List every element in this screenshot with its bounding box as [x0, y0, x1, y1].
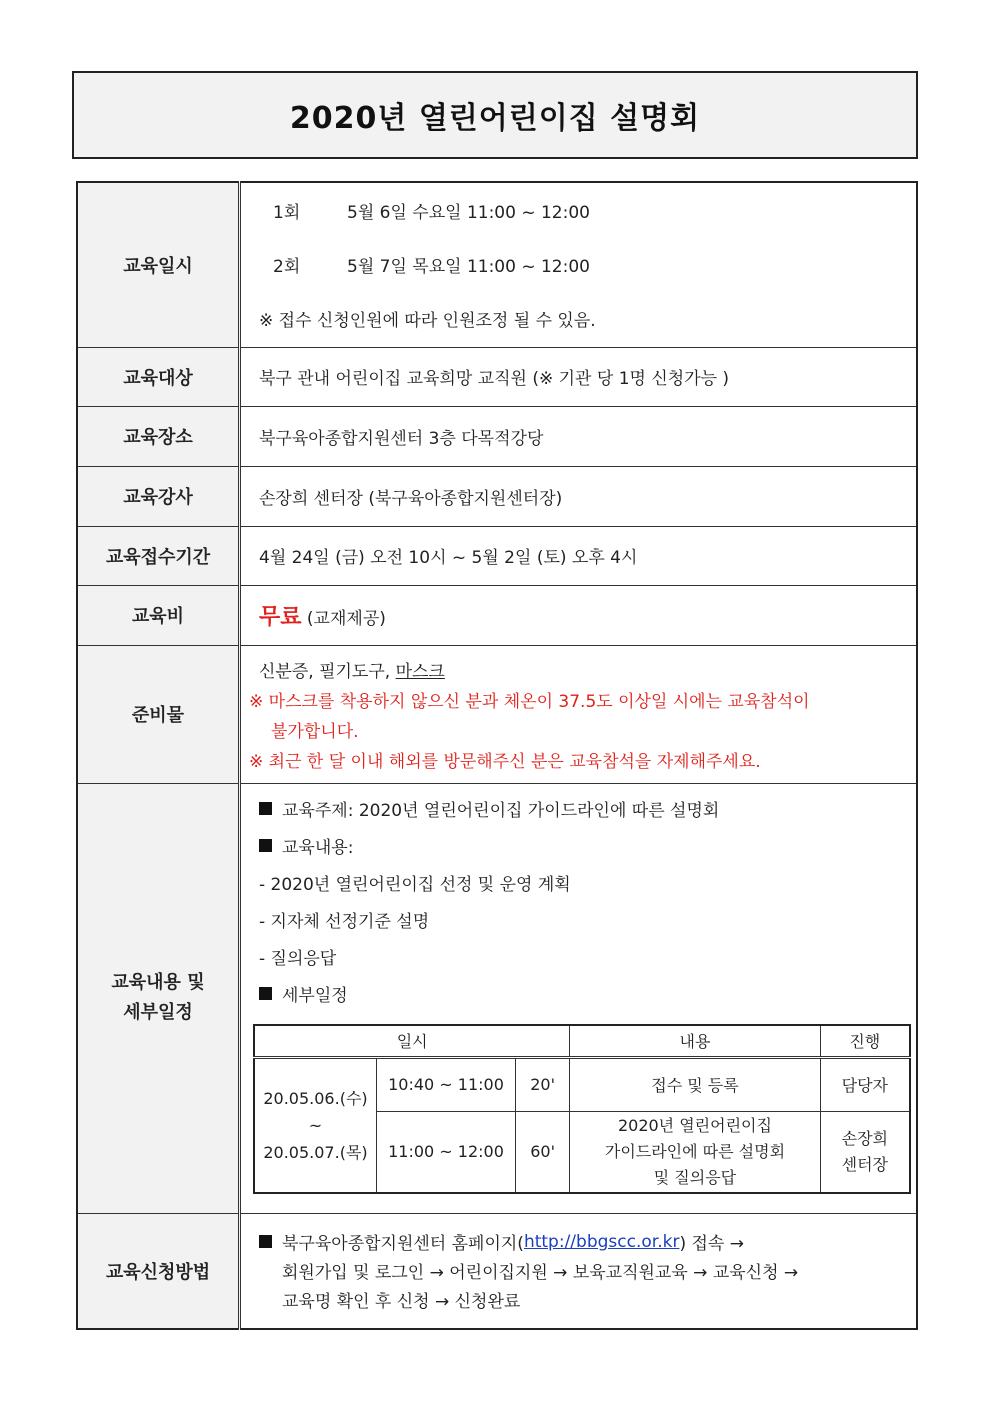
place-value: 북구육아종합지원센터 3층 다목적강당: [240, 406, 918, 466]
session-2: [259, 238, 898, 292]
label-period: 교육접수기간: [77, 526, 240, 585]
square-bullet-icon: [259, 987, 272, 1000]
row-date: [77, 182, 917, 347]
square-bullet-icon: [259, 802, 272, 815]
apply-line-2: 회원가입 및 로그인 → 어린이집지원 → 보육교직원교육 → 교육신청 →: [282, 1263, 799, 1284]
row-lecturer: [77, 466, 917, 526]
apply-pre: 북구육아종합지원센터 홈페이지(: [282, 1234, 524, 1255]
square-bullet-icon: [259, 1235, 272, 1248]
period-value: 4월 24일 (금) 오전 10시 ~ 5월 2일 (토) 오후 4시: [240, 526, 918, 585]
prep-mask: 마스크: [395, 661, 445, 682]
row-time: 11:00 ~ 12:00: [377, 1111, 516, 1193]
content-cell: [240, 783, 918, 1213]
fee-extra: (교재제공): [306, 608, 386, 629]
label-target: 교육대상: [77, 347, 240, 406]
header-who: 진행: [820, 1025, 910, 1058]
content-item: - 질의응답: [259, 948, 337, 969]
session-1: [259, 184, 898, 238]
session-no: 2회: [273, 257, 301, 278]
label-apply: 교육신청방법: [77, 1213, 240, 1329]
row-who-line: 손장희: [841, 1128, 888, 1148]
date-cell: [240, 182, 918, 347]
row-content: [77, 783, 917, 1213]
lecturer-value: 손장희 센터장 (북구육아종합지원센터장): [240, 466, 918, 526]
label-prep: 준비물: [77, 645, 240, 783]
session-when: 5월 7일 목요일 11:00 ~ 12:00: [347, 257, 590, 278]
apply-line-3: 교육명 확인 후 신청 → 신청완료: [282, 1292, 521, 1313]
label-content-2: 세부일정: [123, 1002, 193, 1023]
page-title: 2020년 열린어린이집 설명회: [289, 101, 701, 136]
homepage-link[interactable]: http://bbgscc.or.kr: [523, 1231, 680, 1252]
prep-items-line: [249, 654, 898, 684]
header-when: 일시: [254, 1025, 570, 1058]
row-duration: 60': [515, 1111, 569, 1193]
prep-warn-2: ※ 최근 한 달 이내 해외를 방문해주신 분은 교육참석을 자제해주세요.: [249, 751, 761, 772]
prep-warn-1b: 불가합니다.: [271, 721, 359, 742]
session-no: 1회: [273, 203, 301, 224]
row-prep: [77, 645, 917, 783]
prep-warn-1: ※ 마스크를 착용하지 않으신 분과 체온이 37.5도 이상일 시에는 교육참석이: [249, 691, 810, 712]
content-head-line: [259, 827, 898, 864]
row-what-line: 2020년 열린어린이집: [617, 1115, 772, 1135]
label-lecturer: 교육강사: [77, 466, 240, 526]
fee-cell: [240, 585, 918, 645]
row-who: 담당자: [820, 1057, 910, 1111]
row-fee: [77, 585, 917, 645]
content-head: 교육내용:: [282, 837, 354, 858]
info-table: [76, 181, 918, 1330]
date-from: 20.05.06.(수): [263, 1088, 368, 1108]
prep-items: 신분증, 필기도구,: [259, 661, 391, 682]
row-what: 접수 및 등록: [570, 1057, 820, 1111]
label-fee: 교육비: [77, 585, 240, 645]
session-when: 5월 6일 수요일 11:00 ~ 12:00: [347, 203, 590, 224]
schedule-header: [254, 1025, 910, 1058]
schedule-date-range: [254, 1057, 377, 1193]
label-content-1: 교육내용 및: [111, 972, 205, 993]
row-target: [77, 347, 917, 406]
row-time: 10:40 ~ 11:00: [377, 1057, 516, 1111]
row-who-line: 센터장: [841, 1154, 888, 1174]
date-tilde: ~: [308, 1115, 323, 1135]
prep-cell: [240, 645, 918, 783]
content-item: - 지자체 선정기준 설명: [259, 911, 430, 932]
apply-line-1: [259, 1227, 898, 1256]
header-what: 내용: [570, 1025, 820, 1058]
title-box: [72, 71, 918, 159]
row-what: [570, 1111, 820, 1193]
schedule-table: [253, 1024, 911, 1195]
row-what-line: 및 질의응답: [653, 1167, 737, 1187]
label-content: [77, 783, 240, 1213]
row-apply: [77, 1213, 917, 1329]
row-place: [77, 406, 917, 466]
row-what-line: 가이드라인에 따른 설명회: [604, 1141, 786, 1161]
label-date: 교육일시: [77, 182, 240, 347]
row-duration: 20': [515, 1057, 569, 1111]
schedule-row: [254, 1057, 910, 1111]
content-topic: 교육주제: 2020년 열린어린이집 가이드라인에 따른 설명회: [282, 800, 720, 821]
date-note: ※ 접수 신청인원에 따라 인원조정 될 수 있음.: [259, 311, 596, 332]
apply-post: ) 접속 →: [679, 1234, 744, 1255]
label-place: 교육장소: [77, 406, 240, 466]
square-bullet-icon: [259, 839, 272, 852]
row-period: [77, 526, 917, 585]
detail-head-line: [259, 975, 898, 1012]
content-topic-line: [259, 790, 898, 827]
apply-cell: [240, 1213, 918, 1329]
content-item: - 2020년 열린어린이집 선정 및 운영 계획: [259, 874, 571, 895]
target-value: 북구 관내 어린이집 교육희망 교직원 (※ 기관 당 1명 신청가능 ): [240, 347, 918, 406]
fee-free: 무료: [259, 604, 302, 630]
date-to: 20.05.07.(목): [263, 1142, 368, 1162]
row-who: [820, 1111, 910, 1193]
detail-head: 세부일정: [282, 985, 348, 1006]
